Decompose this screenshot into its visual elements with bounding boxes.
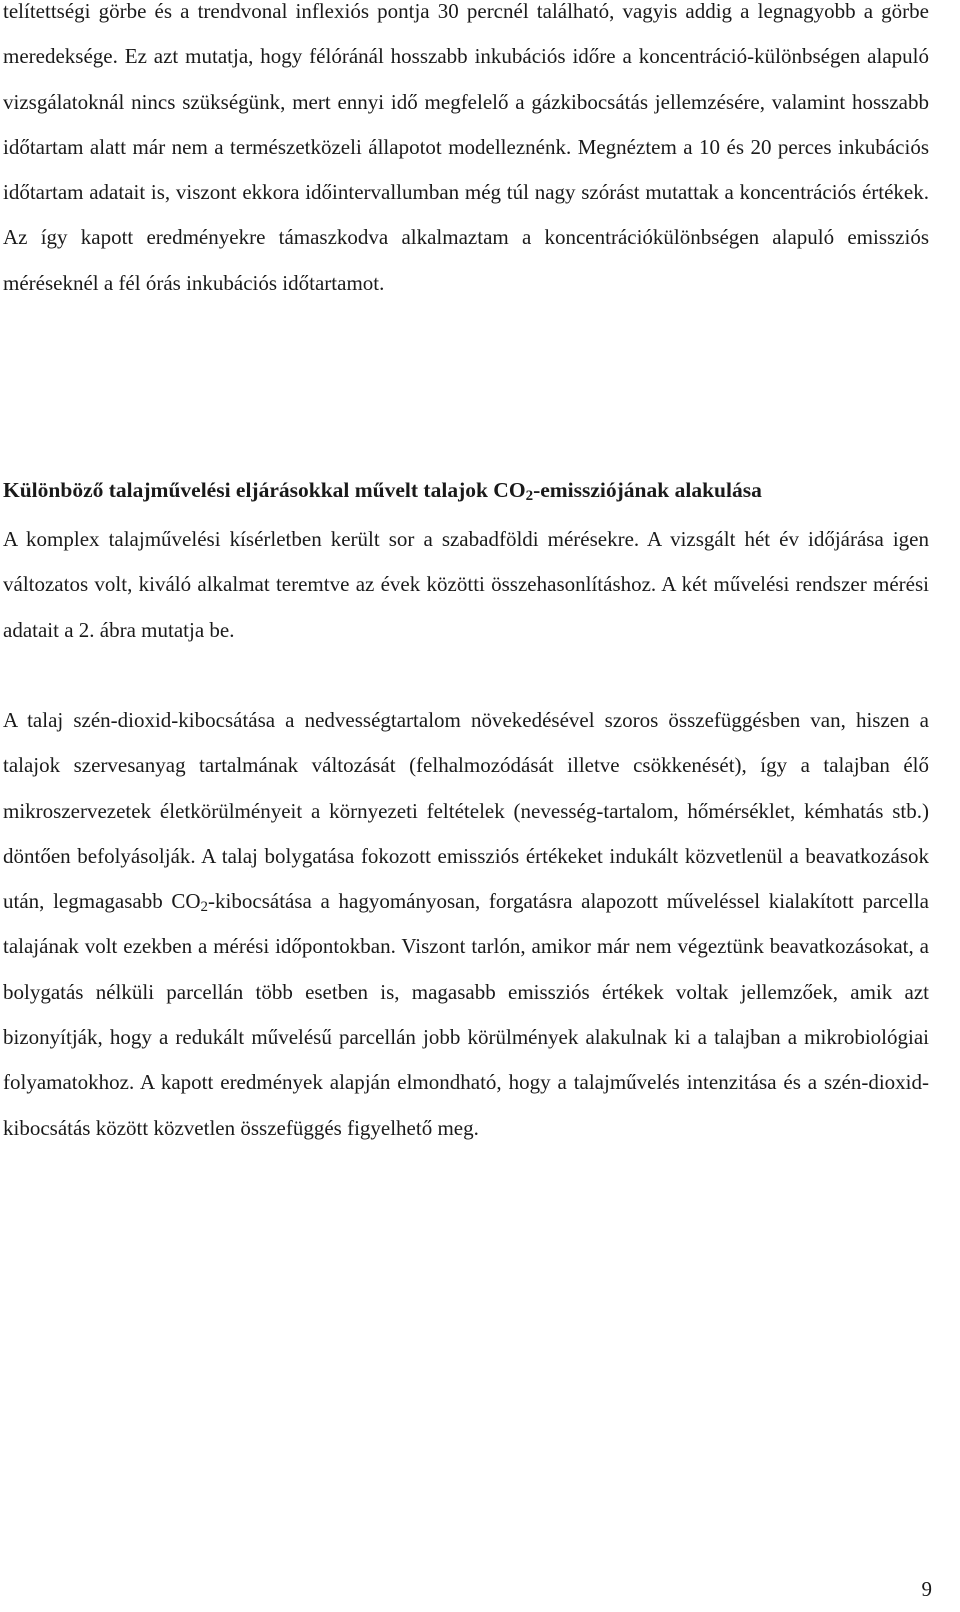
paragraph-field-measurements: A komplex talajművelési kísérletben került sor a szabadföldi mérésekre. A vizsgált hét év időjárása igen változatos volt, kiváló alkalmat teremtve az évek közötti összehasonlításhoz. A két művelési rendszer mérési adatait a 2. ábra mutatja be. <box>3 527 929 642</box>
heading-subscript: 2 <box>525 488 534 504</box>
section-heading <box>3 475 943 505</box>
paragraph-3-text-start: A talaj szén-dioxid-kibocsátása a nedvességtartalom növekedésével szoros összefüggésben van, hiszen a talajok szervesanyag tartalmának változását (felhalmozódását illetve csökkenését), így a talajban élő mikroszervezetek életkörülményeit a környezeti feltételek (nevesség-tartalom, hőmérséklet, kémhatás stb.) döntően befolyásolják. A talaj bolygatása fokozott emissziós értékeket indukált közvetlenül a beavatkozások után, legmagasabb CO <box>3 708 929 914</box>
page-number: 9 <box>921 1577 932 1601</box>
paragraph-incubation-time: telítettségi görbe és a trendvonal inflexiós pontja 30 percnél található, vagyis addig a legnagyobb a görbe meredeksége. Ez azt mutatja, hogy félóránál hosszabb inkubációs időre a koncentráció-különbségen alapuló vizsgálatoknál nincs szükségünk, mert ennyi idő megfelelő a gázkibocsátás jellemzésére, valamint hosszabb időtartam alatt már nem a természetközeli állapotot modelleznénk. Megnéztem a 10 és 20 perces inkubációs időtartam adatait is, viszont ekkora időintervallumban még túl nagy szórást mutattak a koncentrációs értékek. Az így kapott eredményekre támaszkodva alkalmaztam a koncentrációkülönbségen alapuló emissziós méréseknél a fél órás inkubációs időtartamot. <box>3 0 929 295</box>
heading-text-end: -emissziójának alakulása <box>533 478 762 502</box>
heading-text-start: Különböző talajművelési eljárásokkal művelt talajok CO <box>3 478 526 502</box>
paragraph-3-text-end: -kibocsátása a hagyományosan, forgatásra alapozott műveléssel kialakított parcella talajának volt ezekben a mérési időpontokban. Viszont tarlón, amikor már nem végeztünk beavatkozásokat, a bolygatás nélküli parcellán több esetben is, magasabb emissziós értékek voltak jellemzőek, amik azt bizonyítják, hogy a redukált művelésű parcellán jobb körülmények alakulnak ki a talajban a mikrobiológiai folyamatokhoz. A kapott eredmények alapján elmondható, hogy a talajművelés intenzitása és a szén-dioxid-kibocsátás között közvetlen összefüggés figyelhető meg. <box>3 889 929 1140</box>
paragraph-3-subscript: 2 <box>200 899 209 916</box>
paragraph-soil-emission <box>3 698 929 1151</box>
